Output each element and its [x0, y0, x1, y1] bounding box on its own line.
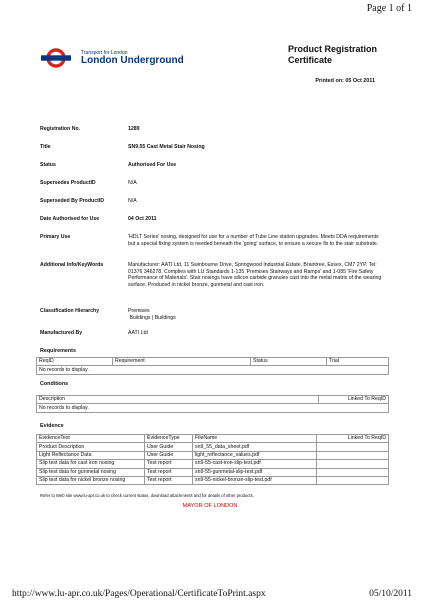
- table-row: [37, 468, 389, 476]
- status-value: Authorised For Use: [128, 162, 177, 168]
- table-row: [37, 451, 389, 459]
- date-authorised-label: Date Authorised for Use: [40, 216, 100, 222]
- website-note: Refer to Web site www.lu-apr.co.uk to check current status, download attachments and for details of other products.: [40, 493, 254, 498]
- print-date: 05/10/2011: [369, 589, 412, 599]
- evidence-file-link[interactable]: light_reflectance_values.pdf: [193, 451, 317, 459]
- linked-reqid: [317, 460, 389, 468]
- column-header: FileName: [193, 435, 317, 443]
- evidence-text: Slip test data for gunmetal nosing: [37, 468, 145, 476]
- mayor-of-london-logo: MAYOR OF LONDON: [182, 503, 238, 509]
- evidence-file-link[interactable]: sn9-55-gunmetal-slip-test.pdf: [193, 468, 317, 476]
- page-url: http://www.lu-apr.co.uk/Pages/Operational/CertificateToPrint.aspx: [12, 589, 266, 599]
- evidence-text: Light Reflectance Data: [37, 451, 145, 459]
- empty-message: No records to display.: [37, 404, 389, 412]
- table-header-row: [37, 358, 389, 366]
- date-authorised-value: 04 Oct 2011: [128, 216, 157, 222]
- empty-message: No records to display.: [37, 366, 389, 374]
- linked-reqid: [317, 476, 389, 484]
- evidence-table: [36, 434, 389, 485]
- title-value: SN9.55 Cast Metal Stair Nosing: [128, 144, 205, 150]
- requirements-table: [36, 357, 389, 375]
- primary-use-value: 'HDLT Series' nosing, designed for use for a number of Tube Line station upgrades. Meets DDA requirements but a special fixing system is needed beneath the 'going' surface, to ensure a secure fix to the stair substrate.: [128, 234, 379, 247]
- roundel-icon: [40, 48, 72, 68]
- conditions-table: [36, 395, 389, 413]
- evidence-text: Product Description: [37, 443, 145, 451]
- lu-logo: [40, 47, 240, 69]
- table-row: [37, 443, 389, 451]
- evidence-heading: Evidence: [40, 423, 64, 429]
- registration-value: 1289: [128, 126, 140, 132]
- printed-date: Printed on: 05 Oct 2011: [315, 78, 375, 84]
- registration-label: Registration No.: [40, 126, 81, 132]
- column-header: Requirement: [113, 358, 251, 366]
- certificate-title: Product Registration Certificate: [288, 44, 378, 65]
- evidence-text: Slip test data for cast iron nosing: [37, 460, 145, 468]
- status-label: Status: [40, 162, 56, 168]
- table-header-row: [37, 435, 389, 443]
- evidence-type: Test report: [145, 468, 193, 476]
- additional-info-label: Additional Info/KeyWords: [40, 262, 104, 268]
- table-row: [37, 476, 389, 484]
- title-label: Title: [40, 144, 51, 150]
- evidence-type: Test report: [145, 460, 193, 468]
- classification-value: Premises: [128, 308, 150, 314]
- tfl-label: Transport for London: [81, 50, 128, 56]
- column-header: Trial: [327, 358, 389, 366]
- evidence-text: Slip test data for nickel bronze nosing: [37, 476, 145, 484]
- table-row: [37, 460, 389, 468]
- supersedes-value: N/A: [128, 180, 137, 186]
- column-header: Description: [37, 396, 319, 404]
- evidence-type: User Guide: [145, 443, 193, 451]
- linked-reqid: [317, 443, 389, 451]
- lu-name: London Underground: [81, 55, 184, 66]
- classification-subvalue: Buildings | Buildings: [128, 315, 176, 321]
- column-header: ReqID: [37, 358, 113, 366]
- classification-label: Classification Hierarchy: [40, 308, 100, 314]
- primary-use-label: Primary Use: [40, 234, 71, 240]
- column-header: EvidenceType: [145, 435, 193, 443]
- conditions-heading: Conditions: [40, 381, 69, 387]
- evidence-file-link[interactable]: sn9-55-cast-iron-slip-test.pdf: [193, 460, 317, 468]
- manufactured-by-label: Manufactured By: [40, 330, 83, 336]
- page-number: Page 1 of 1: [366, 3, 412, 14]
- column-header: Linked To ReqID: [319, 396, 389, 404]
- column-header: Status: [251, 358, 327, 366]
- column-header: EvidenceText: [37, 435, 145, 443]
- linked-reqid: [317, 468, 389, 476]
- evidence-type: User Guide: [145, 451, 193, 459]
- superseded-by-label: Superseded By ProductID: [40, 198, 104, 204]
- requirements-heading: Requirements: [40, 348, 76, 354]
- superseded-by-value: N/A: [128, 198, 137, 204]
- additional-info-value: Manufacturer: AATI Ltd, 11 Swinbourne Drive, Springwood Industrial Estate, Braintree, Essex, CM7 2YP. Tel: 01376 346278. Complies with LU Standards 1-135 'Premises Stairways and Ramps' and 1-085 'Fire Safety Performance of Materials'. Stair nosings have silicon carbide granules cast into the metal matrix of the wearing surface. Produced in nickel bronze, gunmetal and cast iron.: [128, 262, 382, 288]
- table-row: [37, 366, 389, 374]
- manufactured-by-value: AATI Ltd: [128, 330, 148, 336]
- table-row: [37, 404, 389, 412]
- supersedes-label: Supersedes ProductID: [40, 180, 96, 186]
- table-header-row: [37, 396, 389, 404]
- evidence-file-link[interactable]: sn9-55-nickel-bronze-slip-test.pdf: [193, 476, 317, 484]
- column-header: Linked To ReqID: [317, 435, 389, 443]
- linked-reqid: [317, 451, 389, 459]
- evidence-file-link[interactable]: sn9_55_data_sheet.pdf: [193, 443, 317, 451]
- evidence-type: Test report: [145, 476, 193, 484]
